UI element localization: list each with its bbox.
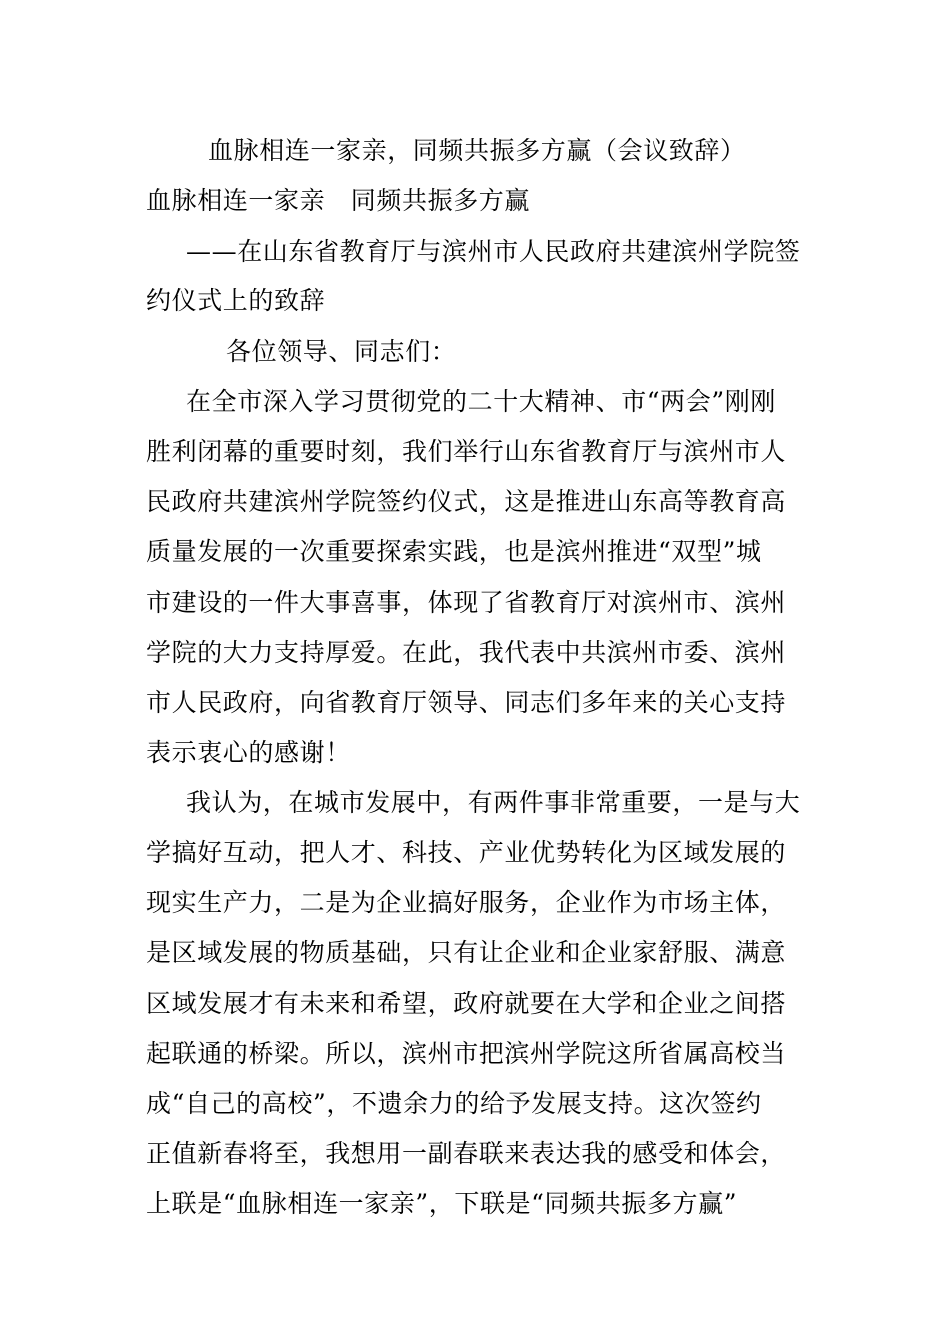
paragraph-1-line-7: 市人民政府，向省教育厅领导、同志们多年来的关心支持 <box>146 688 787 717</box>
paragraph-2-line-6: 起联通的桥梁。所以，滨州市把滨州学院这所省属高校当 <box>146 1039 787 1068</box>
paragraph-1-line-4: 质量发展的一次重要探索实践，也是滨州推进“双型”城 <box>146 537 762 566</box>
document-title: 血脉相连一家亲，同频共振多方赢（会议致辞） <box>208 136 746 165</box>
paragraph-2-line-2: 学搞好互动，把人才、科技、产业优势转化为区域发展的 <box>146 838 787 867</box>
paragraph-2-line-8: 正值新春将至，我想用一副春联来表达我的感受和体会， <box>146 1139 787 1168</box>
paragraph-2-line-1: 我认为，在城市发展中，有两件事非常重要，一是与大 <box>186 788 801 817</box>
paragraph-2-line-9: 上联是“血脉相连一家亲”，下联是“同频共振多方赢” <box>146 1189 738 1218</box>
paragraph-2-line-4: 是区域发展的物质基础，只有让企业和企业家舒服、满意 <box>146 938 787 967</box>
salutation: 各位领导、同志们： <box>226 337 457 366</box>
paragraph-2-line-7: 成“自己的高校”，不遗余力的给予发展支持。这次签约 <box>146 1089 762 1118</box>
paragraph-1-line-1: 在全市深入学习贯彻党的二十大精神、市“两会”刚刚 <box>186 387 776 416</box>
paragraph-2-line-5: 区域发展才有未来和希望，政府就要在大学和企业之间搭 <box>146 989 787 1018</box>
heading-line: 血脉相连一家亲 同频共振多方赢 <box>146 186 531 215</box>
paragraph-2-line-3: 现实生产力，二是为企业搞好服务，企业作为市场主体， <box>146 888 787 917</box>
paragraph-1-line-6: 学院的大力支持厚爱。在此，我代表中共滨州市委、滨州 <box>146 638 787 667</box>
subtitle-line-2: 约仪式上的致辞 <box>146 286 326 315</box>
paragraph-1-line-2: 胜利闭幕的重要时刻，我们举行山东省教育厅与滨州市人 <box>146 437 787 466</box>
paragraph-1-line-8: 表示衷心的感谢！ <box>146 738 351 767</box>
subtitle-line-1: ——在山东省教育厅与滨州市人民政府共建滨州学院签 <box>186 237 801 266</box>
paragraph-1-line-3: 民政府共建滨州学院签约仪式，这是推进山东高等教育高 <box>146 487 787 516</box>
paragraph-1-line-5: 市建设的一件大事喜事，体现了省教育厅对滨州市、滨州 <box>146 588 787 617</box>
